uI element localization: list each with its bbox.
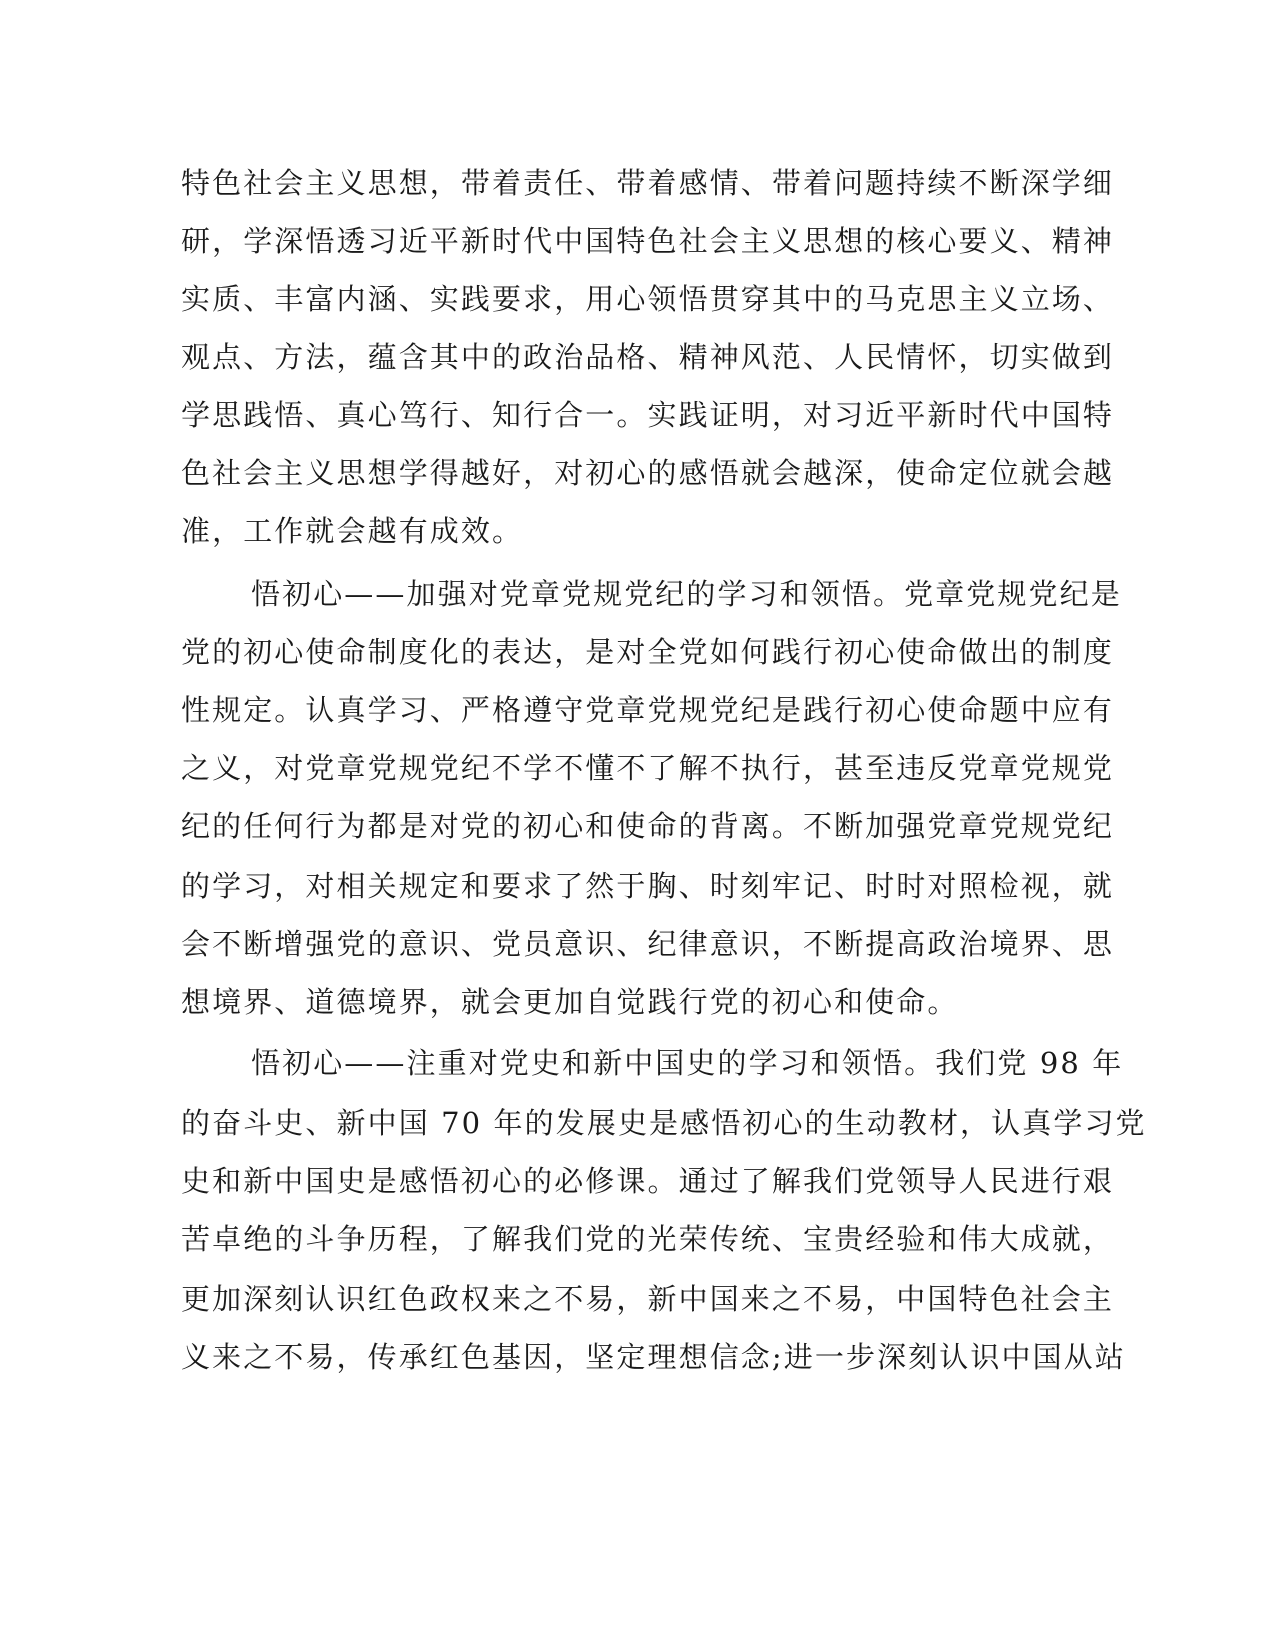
text-line: 特色社会主义思想，带着责任、带着感情、带着问题持续不断深学细 <box>181 166 1115 200</box>
paragraph-first-line: 悟初心——加强对党章党规党纪的学习和领悟。党章党规党纪是 <box>251 577 1122 611</box>
text-line: 想境界、道德境界，就会更加自觉践行党的初心和使命。 <box>181 985 959 1019</box>
text-line: 学思践悟、真心笃行、知行合一。实践证明，对习近平新时代中国特 <box>181 398 1115 432</box>
text-line: 实质、丰富内涵、实践要求，用心领悟贯穿其中的马克思主义立场、 <box>181 282 1115 316</box>
text-line: 更加深刻认识红色政权来之不易，新中国来之不易，中国特色社会主 <box>181 1282 1115 1316</box>
text-line: 会不断增强党的意识、党员意识、纪律意识，不断提高政治境界、思 <box>181 927 1115 961</box>
text-line: 纪的任何行为都是对党的初心和使命的背离。不断加强党章党规党纪 <box>181 809 1115 843</box>
paragraph-first-line: 悟初心——注重对党史和新中国史的学习和领悟。我们党 98 年 <box>251 1046 1124 1080</box>
text-line: 准，工作就会越有成效。 <box>181 514 524 548</box>
text-line: 史和新中国史是感悟初心的必修课。通过了解我们党领导人民进行艰 <box>181 1164 1115 1198</box>
text-line: 研，学深悟透习近平新时代中国特色社会主义思想的核心要义、精神 <box>181 224 1115 258</box>
text-line: 的奋斗史、新中国 70 年的发展史是感悟初心的生动教材，认真学习党 <box>181 1106 1147 1140</box>
text-line: 党的初心使命制度化的表达，是对全党如何践行初心使命做出的制度 <box>181 635 1115 669</box>
text-line: 观点、方法，蕴含其中的政治品格、精神风范、人民情怀，切实做到 <box>181 340 1115 374</box>
text-line: 之义，对党章党规党纪不学不懂不了解不执行，甚至违反党章党规党 <box>181 751 1115 785</box>
text-line: 性规定。认真学习、严格遵守党章党规党纪是践行初心使命题中应有 <box>181 693 1115 727</box>
text-line: 的学习，对相关规定和要求了然于胸、时刻牢记、时时对照检视，就 <box>181 869 1115 903</box>
text-line: 色社会主义思想学得越好，对初心的感悟就会越深，使命定位就会越 <box>181 456 1115 490</box>
text-line: 义来之不易，传承红色基因，坚定理想信念;进一步深刻认识中国从站 <box>181 1340 1126 1374</box>
text-line: 苦卓绝的斗争历程，了解我们党的光荣传统、宝贵经验和伟大成就， <box>181 1222 1115 1256</box>
